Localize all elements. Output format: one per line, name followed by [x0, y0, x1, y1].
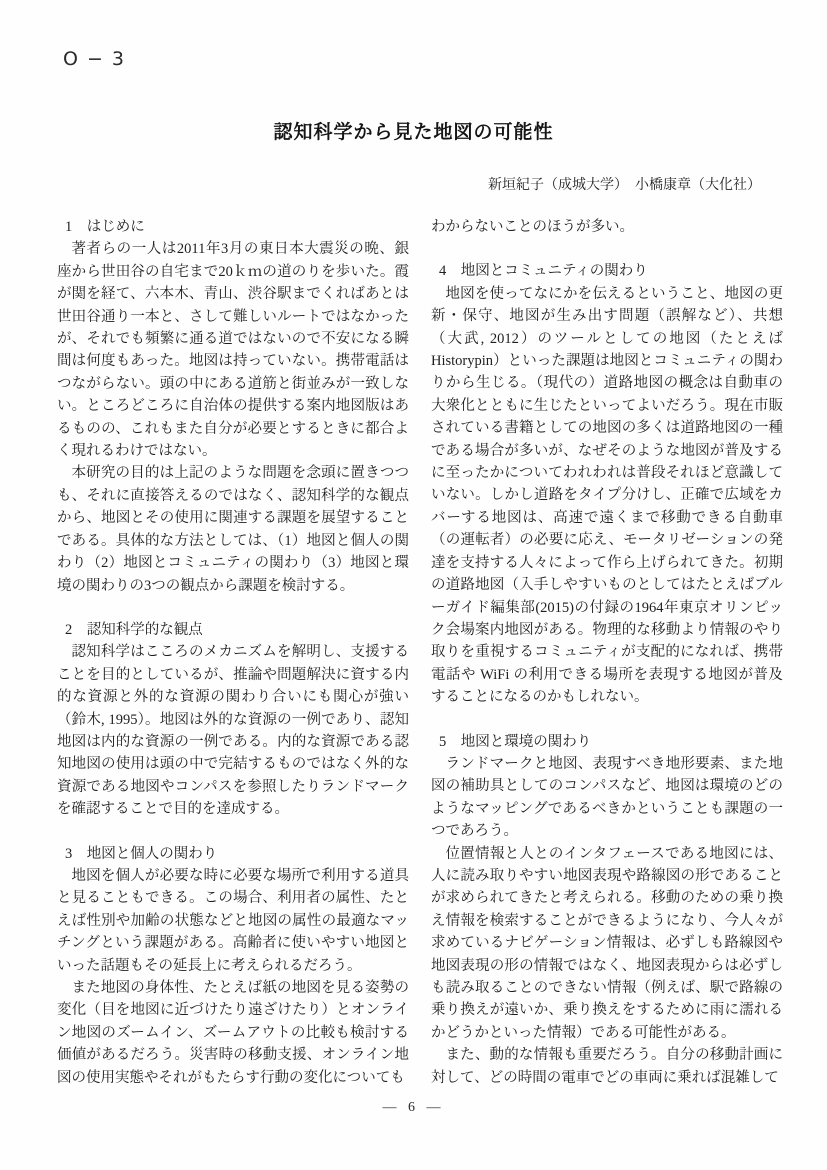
paper-number-label: O−3	[63, 48, 133, 70]
section-3-paragraph-2-continuation: わからないことのほうが多い。	[431, 219, 634, 235]
left-column	[57, 216, 409, 1089]
section-3-heading: 3 地図と個人の関わり	[65, 845, 218, 862]
paper-authors: 新垣紀子（成城大学） 小橋康章（大化社）	[488, 178, 761, 193]
two-column-body	[57, 216, 783, 1089]
section-1-paragraph-2: 本研究の目的は上記のような問題を念頭に置きつつも、それに直接答えるのではなく、認知科学的な観点から、地図とその使用に関連する課題を展望することである。具体的な方法としては、（1）地図と個人の関わり（2）地図とコミュニティの関わり（3）地図と環境の関わりの3つの観点から課題を検討する。	[57, 465, 409, 594]
section-5-heading: 5 地図と環境の関わり	[439, 733, 592, 750]
section-5-paragraph-2: 位置情報と人とのインタフェースである地図には、人に読み取りやすい地図表現や路線図の形であることが求められてきたと考えられる。移動のための乗り換え情報を検索することができるようになり、今人々が求めているナビゲーション情報は、必ずしも路線図や地図表現の形の情報ではなく、地図表現からは必ずしも読み取ることのできない情報（例えば、駅で路線の乗り換えが遠いか、乗り換えをするために雨に濡れるかどうかといった情報）である可能性がある。	[431, 845, 783, 1041]
section-1-paragraph-1: 著者らの一人は2011年3月の東日本大震災の晩、銀座から世田谷の自宅まで20ｋｍの道のりを歩いた。霞が関を経て、六本木、青山、渋谷駅までくればあとは世田谷通り一本と、さして難しいルートではなかったが、それでも頻繁に通る道ではないので不安になる瞬間は何度もあった。地図は持っていない。携帯電話はつながらない。頭の中にある道筋と街並みが一致しない。ところどころに自治体の提供する案内地図版はあるものの、これもまた自分が必要とするときに都合よく現れるわけではない。	[57, 241, 409, 460]
page-number: — 6 —	[382, 1100, 445, 1115]
section-1-heading: 1 はじめに	[65, 219, 145, 235]
right-column	[431, 216, 783, 1089]
section-4-heading: 4 地図とコミュニティの関わり	[439, 263, 648, 280]
section-2-paragraph-1: 認知科学はこころのメカニズムを解明し、支援することを目的としているが、推論や問題解決に資する内的な資源と外的な資源の関わり合いにも関心が強い（鈴木, 1995）。地図は外的な資源の一例であり、認知地図は内的な資源の一例である。内的な資源である認知地図の使用は頭の中で完結するものではなく外的な資源である地図やコンパスを参照したりランドマークを確認することで目的を達成する。	[57, 644, 409, 818]
section-3-paragraph-2: また地図の身体性、たとえば紙の地図を見る姿勢の変化（目を地図に近づけたり遠ざけたり）とオンライン地図のズームイン、ズームアウトの比較も検討する価値があるだろう。災害時の移動支援、オンライン地図の使用実態やそれがもたらす行動の変化についても	[57, 980, 409, 1086]
paper-title: 認知科学から見た地図の可能性	[273, 122, 554, 143]
section-4-paragraph-1: 地図を使ってなにかを伝えるということ、地図の更新・保守、地図が生み出す問題（誤解など）、共想（大武, 2012）のツールとしての地図（たとえば Historypin）といった課題は地図とコミュニティの関わりから生じる。（現代の）道路地図の概念は自動車の大衆化とともに生じたといってよいだろう。現在市販されている書籍としての地図の多くは道路地図の一種である場合が多いが、なぜそのような地図が普及するに至ったかについてわれわれは普段それほど意識していない。しかし道路をタイプ分けし、正確で広域をカバーする地図は、高速で遠くまで移動できる自動車（の運転者）の必要に応え、モータリゼーションの発達を支持する人々によって作ら上げられてきた。初期の道路地図（入手しやすいものとしてはたとえばブルーガイド編集部(2015)の付録の1964年東京オリンピック会場案内地図がある。物理的な移動より情報のやり取りを重視するコミュニティが支配的になれば、携帯電話や WiFi の利用できる場所を表現する地図が普及することになるのかもしれない。	[431, 285, 783, 706]
section-5-paragraph-1: ランドマークと地図、表現すべき地形要素、また地図の補助具としてのコンパスなど、地図は環境のどのようなマッピングであるべきかということも課題の一つであろう。	[431, 755, 783, 840]
section-5-paragraph-3: また、動的な情報も重要だろう。自分の移動計画に対して、どの時間の電車でどの車両に乗れば混雑して	[431, 1047, 783, 1086]
section-3-paragraph-1: 地図を個人が必要な時に必要な場所で利用する道具と見ることもできる。この場合、利用者の属性、たとえば性別や加齢の状態などと地図の属性の最適なマッチングという課題がある。高齢者に使いやすい地図といった話題もその延長上に考えられるだろう。	[57, 867, 409, 974]
section-2-heading: 2 認知科学的な観点	[65, 621, 203, 638]
